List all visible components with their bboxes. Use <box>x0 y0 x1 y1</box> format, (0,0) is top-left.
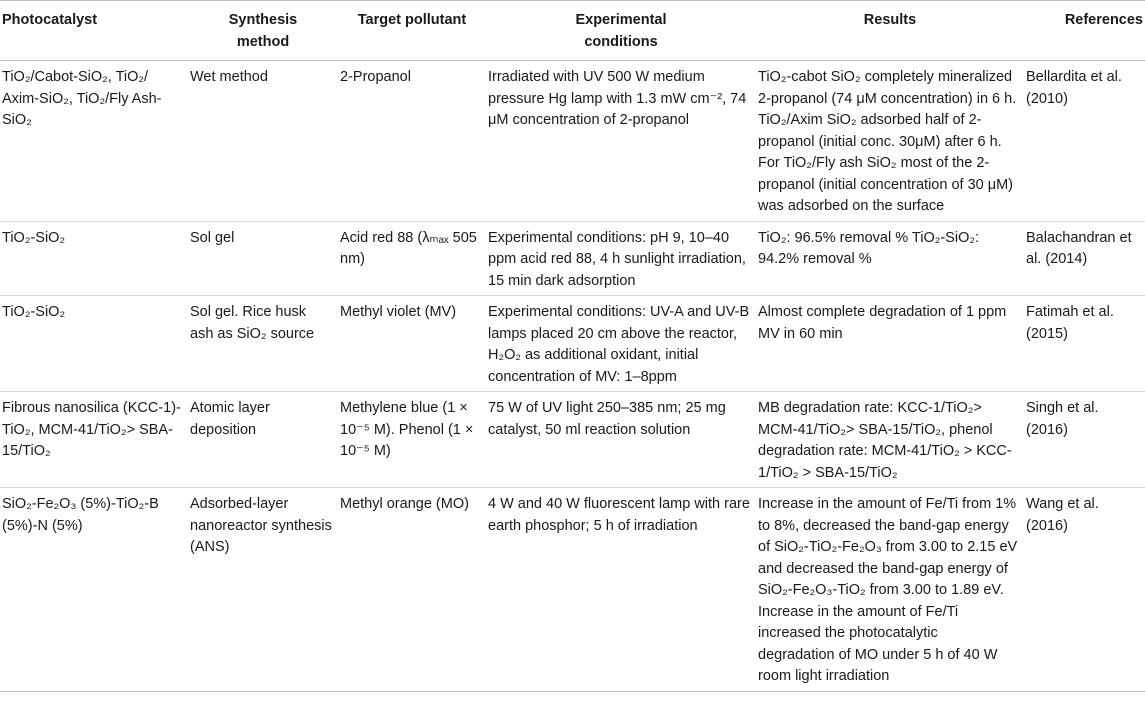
header-target-pollutant: Target pollutant <box>357 12 467 28</box>
header-experimental-conditions: Experimental conditions <box>575 12 667 50</box>
table-row <box>0 392 1145 488</box>
header-synthesis-method: Synthesis method <box>228 12 298 50</box>
header-results: Results <box>863 12 917 28</box>
cell-target-pollutant: Methyl violet (MV) <box>340 304 457 320</box>
cell-references: Balachandran et al. (2014) <box>1026 229 1132 267</box>
cell-results: TiO₂-cabot SiO₂ completely mineralized 2-propanol (74 μM concentration) in 6 h. TiO₂/Axim SiO₂ adsorbed half of 2-propanol (initial conc. 30μM) after 6 h. For TiO₂/Fly ash SiO₂ most of the 2-propanol (initial concentration of 30 μM) was adsorbed on the surface <box>758 69 1017 214</box>
table-row <box>0 296 1145 392</box>
table-row <box>0 221 1145 296</box>
header-references: References <box>1064 12 1143 28</box>
cell-synthesis-method: Sol gel. Rice husk ash as SiO₂ source <box>190 304 315 342</box>
header-photocatalyst: Photocatalyst <box>2 12 98 28</box>
table-row <box>0 61 1145 222</box>
cell-target-pollutant: Acid red 88 (λₘₐₓ 505 nm) <box>340 229 477 267</box>
cell-photocatalyst: TiO₂-SiO₂ <box>2 229 66 246</box>
cell-photocatalyst: TiO₂-SiO₂ <box>2 304 66 320</box>
cell-results: Increase in the amount of Fe/Ti from 1% to 8%, decreased the band-gap energy of SiO₂-TiO₂-Fe₂O₃ from 3.00 to 2.15 eV and decreased the band-gap energy of SiO₂-Fe₂O₃-TiO₂ from 3.00 to 1.89 eV. Increase in the amount of Fe/Ti increased the photocatalytic degradation of MO under 5 h of 40 W room light irradiation <box>758 496 1018 684</box>
cell-references: Bellardita et al. (2010) <box>1026 69 1122 107</box>
cell-results: TiO₂: 96.5% removal % TiO₂-SiO₂: 94.2% removal % <box>758 229 980 267</box>
cell-photocatalyst: Fibrous nanosilica (KCC-1)-TiO₂, MCM-41/TiO₂> SBA-15/TiO₂ <box>2 400 181 459</box>
cell-references: Fatimah et al. (2015) <box>1026 304 1114 342</box>
cell-references: Wang et al. (2016) <box>1026 496 1099 534</box>
cell-experimental-conditions: Irradiated with UV 500 W medium pressure Hg lamp with 1.3 mW cm⁻², 74 μM concentration of 2-propanol <box>488 69 747 128</box>
cell-synthesis-method: Wet method <box>190 69 268 85</box>
cell-experimental-conditions: 4 W and 40 W fluorescent lamp with rare earth phosphor; 5 h of irradiation <box>488 496 750 534</box>
cell-experimental-conditions: 75 W of UV light 250–385 nm; 25 mg catalyst, 50 ml reaction solution <box>488 400 726 438</box>
cell-results: MB degradation rate: KCC-1/TiO₂> MCM-41/TiO₂> SBA-15/TiO₂, phenol degradation rate: MCM-41/TiO₂ > KCC-1/TiO₂ > SBA-15/TiO₂ <box>758 400 1012 481</box>
cell-photocatalyst: SiO₂-Fe₂O₃ (5%)-TiO₂-B (5%)-N (5%) <box>2 496 159 534</box>
cell-target-pollutant: Methyl orange (MO) <box>340 496 469 512</box>
cell-target-pollutant: 2-Propanol <box>340 69 411 85</box>
cell-photocatalyst: TiO₂/Cabot-SiO₂, TiO₂/ Axim-SiO₂, TiO₂/Fly Ash-SiO₂ <box>2 69 162 128</box>
cell-results: Almost complete degradation of 1 ppm MV in 60 min <box>758 304 1007 342</box>
cell-synthesis-method: Atomic layer deposition <box>190 400 270 438</box>
cell-references: Singh et al. (2016) <box>1026 400 1099 438</box>
table-row <box>0 488 1145 692</box>
cell-synthesis-method: Adsorbed-layer nanoreactor synthesis (ANS) <box>190 496 332 555</box>
cell-synthesis-method: Sol gel <box>190 229 235 246</box>
cell-experimental-conditions: Experimental conditions: UV-A and UV-B lamps placed 20 cm above the reactor, H₂O₂ as additional oxidant, initial concentration of MV: 1–8ppm <box>488 304 750 385</box>
cell-target-pollutant: Methylene blue (1 × 10⁻⁵ M). Phenol (1 × 10⁻⁵ M) <box>340 400 474 459</box>
table-header-row <box>0 1 1145 61</box>
cell-experimental-conditions: Experimental conditions: pH 9, 10–40 ppm acid red 88, 4 h sunlight irradiation, 15 min dark adsorption <box>488 229 746 289</box>
